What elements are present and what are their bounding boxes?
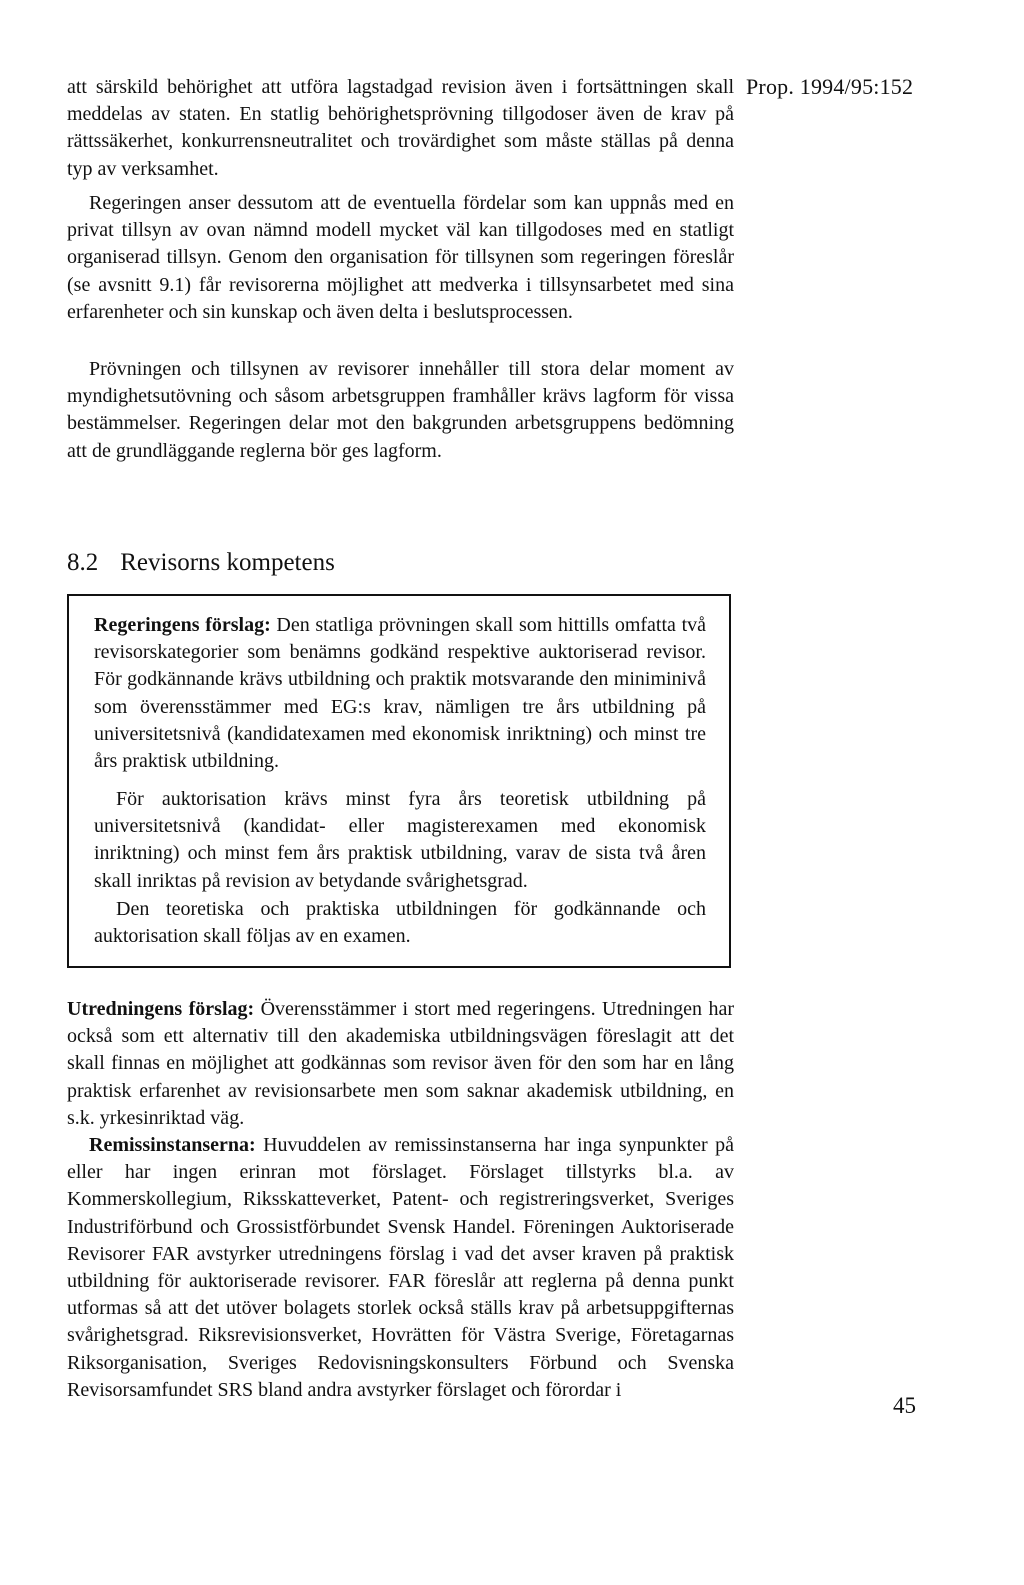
proposal-paragraph-1	[94, 612, 706, 775]
referral-text: Huvuddelen av remissinstanserna har inga synpunkter på eller har ingen erinran mot förslaget. Förslaget tillstyrks bl.a. av Kommerskollegium, Riksskatteverket, Patent- och registreringsverket, Sveriges Industriförbund och Grossistförbundet Svensk Handel. Föreningen Auktoriserade Revisorer FAR avstyrker utredningens förslag i vad det avser kraven på praktisk utbildning för auktoriserade revisorer. FAR föreslår att reglerna på denna punkt utformas så att det utöver bolagets storlek också ställs krav på arbetsuppgifternas svårighetsgrad. Riksrevisionsverket, Hovrätten för Västra Sverige, Företagarnas Riksorganisation, Sveriges Redovisningskonsulters Förbund och Svenska Revisorsamfundet SRS bland andra avstyrker förslaget och förordar i	[67, 1134, 734, 1401]
government-proposal-box	[67, 594, 731, 968]
intro-paragraph-2: Regeringen anser dessutom att de eventuella fördelar som kan uppnås med en privat tillsyn av ovan nämnd modell mycket väl kan tillgodoses med en statligt organiserad tillsyn. Genom den organisation för tillsynen som regeringen föreslår (se avsnitt 9.1) får revisorerna möjlighet att medverka i tillsynsarbetet med sina erfarenheter och sin kunskap och även delta i beslutsprocessen.	[67, 192, 734, 323]
intro-paragraph-3: Prövningen och tillsynen av revisorer innehåller till stora delar moment av myndighetsutövning och såsom arbetsgruppen framhåller krävs lagform för vissa bestämmelser. Regeringen delar mot den bakgrunden arbetsgruppens bedömning att de grundläggande reglerna bör ges lagform.	[67, 358, 734, 462]
proposal-paragraph-2: För auktorisation krävs minst fyra års teoretisk utbildning på universitetsnivå (kandidat- eller magisterexamen med ekonomisk inriktning) och minst fem års praktisk utbildning, varav de sista två åren skall inriktas på revision av betydande svårighetsgrad.	[94, 788, 706, 892]
page-number: 45	[893, 1393, 916, 1418]
referral-lead: Remissinstanserna:	[89, 1134, 256, 1156]
section-heading	[67, 548, 335, 578]
inquiry-text: Överensstämmer i stort med regeringens. Utredningen har också som ett alternativ till den akademiska utbildningsvägen föreslagit att det skall finnas en möjlighet att godkännas som revisor även för den som har en lång praktisk erfarenhet av revisionsarbete men som saknar akademisk utbildning, en s.k. yrkesinriktad väg.	[67, 998, 734, 1129]
inquiry-proposal-paragraph	[67, 996, 734, 1132]
proposition-reference: Prop. 1994/95:152	[746, 74, 914, 99]
inquiry-lead: Utredningens förslag:	[67, 998, 255, 1020]
section-number: 8.2	[67, 549, 99, 576]
section-title: Revisorns kompetens	[120, 549, 335, 576]
proposal-lead: Regeringens förslag:	[94, 614, 271, 636]
intro-paragraph-1: att särskild behörighet att utföra lagstadgad revision även i fortsättningen skall meddelas av staten. En statlig behörighetsprövning tillgodoser även de krav på rättssäkerhet, konkurrensneutralitet och trovärdighet som måste ställas på denna typ av verksamhet.	[67, 76, 734, 180]
proposal-paragraph-3: Den teoretiska och praktiska utbildningen för godkännande och auktorisation skall följas av en examen.	[94, 898, 706, 948]
referral-bodies-paragraph	[67, 1132, 734, 1404]
proposal-paragraph-1-text: Den statliga prövningen skall som hittills omfatta två revisorskategorier som benämns godkänd respektive auktoriserad revisor. För godkännande krävs utbildning och praktik motsvarande den miniminivå som överensstämmer med EG:s krav, nämligen tre års utbildning på universitetsnivå (kandidatexamen med ekonomisk inriktning) och minst tre års praktisk utbildning.	[94, 614, 707, 773]
